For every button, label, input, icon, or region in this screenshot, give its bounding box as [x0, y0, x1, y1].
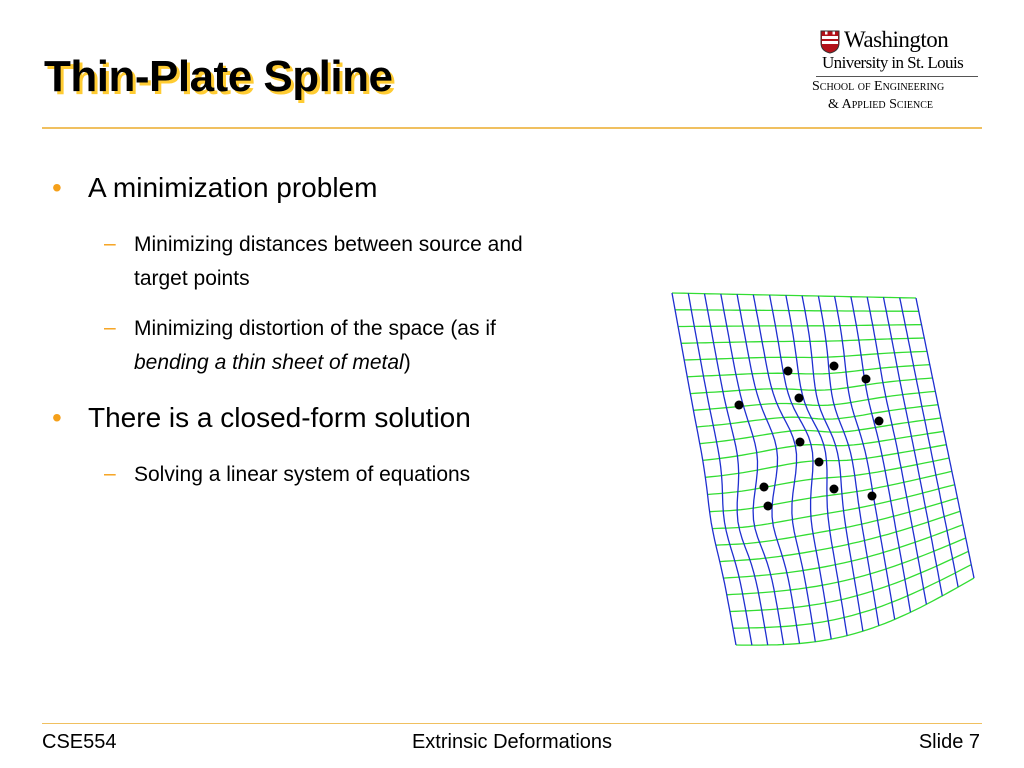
- grid-horizontal-line: [716, 498, 958, 545]
- deformed-grid-figure: [650, 280, 990, 660]
- sub-bullet-distortion: [134, 312, 624, 380]
- control-point: [862, 375, 871, 384]
- logo-applied-science: & Applied Science: [828, 97, 934, 112]
- grid-horizontal-line: [684, 351, 927, 360]
- sub-bullet-distances-line1: Minimizing distances between source and: [134, 233, 523, 256]
- footer-course: CSE554: [42, 731, 117, 753]
- grid-vertical-line: [688, 293, 752, 645]
- grid-horizontal-line: [675, 310, 919, 312]
- grid-vertical-line: [802, 296, 863, 631]
- footer-topic: Extrinsic Deformations: [411, 731, 613, 753]
- grid-horizontal-line: [690, 378, 932, 394]
- grid-horizontal-line: [687, 365, 930, 377]
- grid-horizontal-line: [736, 578, 974, 645]
- grid-horizontal-line: [700, 418, 941, 444]
- bullet-minimization: A minimization problem: [88, 172, 378, 203]
- footer-divider: [42, 723, 982, 724]
- bullet-closed-form: There is a closed-form solution: [88, 402, 471, 433]
- sub-bullet-linear-system-text: Solving a linear system of equations: [134, 463, 471, 486]
- sub-bullet-distortion-paren: ): [403, 351, 411, 374]
- sub-bullet-distances-line2: target points: [134, 267, 250, 290]
- control-point: [830, 485, 839, 494]
- sub-bullet-linear-system: [134, 458, 624, 492]
- title-divider: [42, 127, 982, 129]
- sub-bullet-marker: –: [104, 462, 116, 485]
- sub-bullet-marker: –: [104, 232, 116, 255]
- grid-vertical-line: [770, 295, 832, 639]
- grid-horizontal-line: [720, 511, 960, 561]
- grid-horizontal-line: [678, 325, 921, 327]
- grid-horizontal-line: [727, 538, 966, 595]
- grid-vertical-line: [867, 297, 926, 604]
- slide-title: Thin-Plate Spline: [44, 52, 393, 101]
- crest-icon: [820, 30, 840, 54]
- grid-horizontal-line: [708, 458, 950, 495]
- grid-horizontal-line: [681, 338, 924, 343]
- sub-bullet-distortion-line1: Minimizing distortion of the space (as if: [134, 317, 496, 340]
- control-point: [875, 417, 884, 426]
- grid-vertical-line: [916, 298, 974, 578]
- sub-bullet-distances: [134, 228, 624, 296]
- control-point: [830, 362, 839, 371]
- grid-vertical-line: [737, 294, 799, 643]
- control-point: [815, 458, 824, 467]
- control-point: [784, 367, 793, 376]
- grid-vertical-line: [721, 294, 784, 645]
- grid-vertical-line: [900, 298, 958, 587]
- sub-bullet-marker: –: [104, 316, 116, 339]
- control-point: [764, 502, 773, 511]
- footer-slide-number: Slide 7: [918, 731, 980, 753]
- logo-university: University in St. Louis: [822, 53, 964, 72]
- logo-divider: [816, 76, 978, 77]
- grid-vertical-line: [851, 297, 911, 613]
- grid-vertical-lines: [672, 293, 974, 645]
- sub-bullet-distortion-italic: bending a thin sheet of metal: [134, 351, 404, 374]
- control-point: [868, 492, 877, 501]
- grid-vertical-line: [753, 295, 815, 642]
- bullet-marker: •: [52, 402, 62, 433]
- control-point: [735, 401, 744, 410]
- grid-vertical-line: [672, 293, 736, 645]
- logo-school: School of Engineering: [812, 79, 945, 94]
- grid-horizontal-line: [703, 431, 944, 460]
- bullet-marker: •: [52, 172, 62, 203]
- control-point: [760, 483, 769, 492]
- control-point: [795, 394, 804, 403]
- logo-washington: Washington: [844, 27, 949, 52]
- control-point: [796, 438, 805, 447]
- grid-horizontal-line: [693, 391, 935, 410]
- grid-horizontal-line: [672, 293, 916, 298]
- university-logo: [812, 24, 984, 116]
